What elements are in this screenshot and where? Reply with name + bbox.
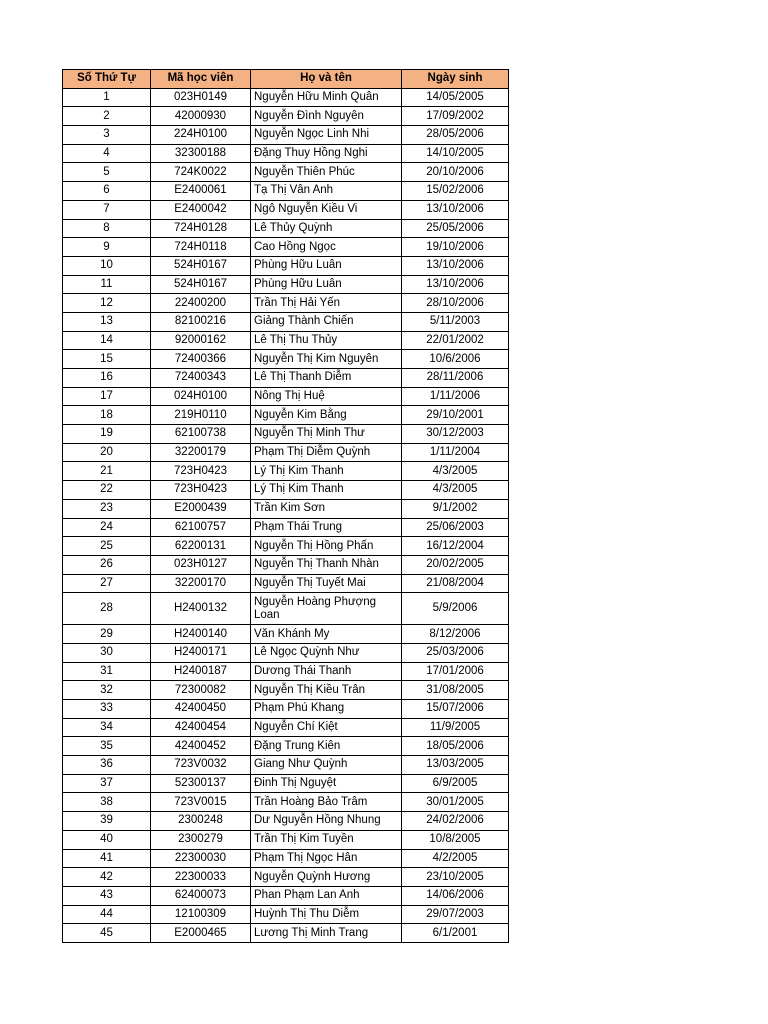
cell-full-name: Phạm Thái Trung bbox=[251, 518, 402, 537]
header-row bbox=[63, 70, 509, 89]
table-row bbox=[63, 294, 509, 313]
cell-index: 10 bbox=[63, 256, 151, 275]
cell-full-name: Tạ Thị Vân Anh bbox=[251, 182, 402, 201]
cell-index: 29 bbox=[63, 625, 151, 644]
cell-student-id: 92000162 bbox=[151, 331, 251, 350]
cell-index: 1 bbox=[63, 88, 151, 107]
cell-full-name: Nguyễn Kim Bằng bbox=[251, 406, 402, 425]
cell-full-name: Huỳnh Thị Thu Diễm bbox=[251, 905, 402, 924]
cell-student-id: 32200179 bbox=[151, 443, 251, 462]
cell-student-id: 42400450 bbox=[151, 700, 251, 719]
table-row bbox=[63, 756, 509, 775]
cell-birth-date: 1/11/2006 bbox=[402, 387, 509, 406]
cell-index: 41 bbox=[63, 849, 151, 868]
cell-full-name: Dư Nguyễn Hồng Nhung bbox=[251, 812, 402, 831]
cell-index: 21 bbox=[63, 462, 151, 481]
cell-full-name: Ngô Nguyễn Kiều Vi bbox=[251, 200, 402, 219]
cell-student-id: 12100309 bbox=[151, 905, 251, 924]
cell-full-name: Lê Ngọc Quỳnh Như bbox=[251, 643, 402, 662]
cell-index: 26 bbox=[63, 555, 151, 574]
cell-index: 40 bbox=[63, 830, 151, 849]
cell-student-id: 724H0118 bbox=[151, 238, 251, 257]
cell-index: 12 bbox=[63, 294, 151, 313]
cell-student-id: 723H0423 bbox=[151, 462, 251, 481]
cell-student-id: 82100216 bbox=[151, 312, 251, 331]
cell-index: 24 bbox=[63, 518, 151, 537]
cell-index: 43 bbox=[63, 886, 151, 905]
cell-student-id: 62100757 bbox=[151, 518, 251, 537]
cell-student-id: 724K0022 bbox=[151, 163, 251, 182]
table-row bbox=[63, 275, 509, 294]
cell-full-name: Đặng Trung Kiên bbox=[251, 737, 402, 756]
cell-birth-date: 17/01/2006 bbox=[402, 662, 509, 681]
column-header-full-name: Họ và tên bbox=[251, 70, 402, 89]
cell-full-name: Nguyễn Thị Thanh Nhàn bbox=[251, 555, 402, 574]
cell-full-name: Phạm Phú Khang bbox=[251, 700, 402, 719]
cell-full-name: Nguyễn Thị Tuyết Mai bbox=[251, 574, 402, 593]
cell-index: 45 bbox=[63, 924, 151, 943]
cell-birth-date: 20/02/2005 bbox=[402, 555, 509, 574]
cell-birth-date: 9/1/2002 bbox=[402, 499, 509, 518]
cell-birth-date: 4/2/2005 bbox=[402, 849, 509, 868]
cell-birth-date: 22/01/2002 bbox=[402, 331, 509, 350]
table-row bbox=[63, 238, 509, 257]
cell-birth-date: 5/9/2006 bbox=[402, 593, 509, 625]
table-row bbox=[63, 830, 509, 849]
cell-index: 3 bbox=[63, 126, 151, 145]
cell-student-id: 023H0149 bbox=[151, 88, 251, 107]
cell-student-id: 724H0128 bbox=[151, 219, 251, 238]
table-row bbox=[63, 126, 509, 145]
cell-full-name: Lý Thị Kim Thanh bbox=[251, 481, 402, 500]
cell-birth-date: 13/10/2006 bbox=[402, 275, 509, 294]
cell-birth-date: 29/10/2001 bbox=[402, 406, 509, 425]
table-row bbox=[63, 643, 509, 662]
cell-full-name: Trần Kim Sơn bbox=[251, 499, 402, 518]
table-row bbox=[63, 662, 509, 681]
cell-student-id: 024H0100 bbox=[151, 387, 251, 406]
cell-birth-date: 15/07/2006 bbox=[402, 700, 509, 719]
cell-full-name: Giang Như Quỳnh bbox=[251, 756, 402, 775]
table-row bbox=[63, 88, 509, 107]
table-row bbox=[63, 574, 509, 593]
table-row bbox=[63, 462, 509, 481]
cell-index: 6 bbox=[63, 182, 151, 201]
cell-birth-date: 10/8/2005 bbox=[402, 830, 509, 849]
cell-birth-date: 28/05/2006 bbox=[402, 126, 509, 145]
table-row bbox=[63, 718, 509, 737]
cell-student-id: 42400452 bbox=[151, 737, 251, 756]
cell-birth-date: 30/12/2003 bbox=[402, 425, 509, 444]
cell-index: 18 bbox=[63, 406, 151, 425]
table-row bbox=[63, 219, 509, 238]
cell-index: 44 bbox=[63, 905, 151, 924]
cell-student-id: 023H0127 bbox=[151, 555, 251, 574]
table-row bbox=[63, 443, 509, 462]
cell-full-name: Nguyễn Thị Kim Nguyên bbox=[251, 350, 402, 369]
cell-student-id: 22300030 bbox=[151, 849, 251, 868]
cell-student-id: E2000439 bbox=[151, 499, 251, 518]
cell-student-id: E2400042 bbox=[151, 200, 251, 219]
cell-birth-date: 11/9/2005 bbox=[402, 718, 509, 737]
cell-full-name: Dương Thái Thanh bbox=[251, 662, 402, 681]
cell-student-id: E2400061 bbox=[151, 182, 251, 201]
table-row bbox=[63, 924, 509, 943]
cell-birth-date: 30/01/2005 bbox=[402, 793, 509, 812]
table-row bbox=[63, 555, 509, 574]
cell-index: 30 bbox=[63, 643, 151, 662]
table-row bbox=[63, 331, 509, 350]
table-row bbox=[63, 812, 509, 831]
cell-full-name: Cao Hồng Ngọc bbox=[251, 238, 402, 257]
cell-index: 36 bbox=[63, 756, 151, 775]
table-row bbox=[63, 144, 509, 163]
cell-index: 19 bbox=[63, 425, 151, 444]
cell-student-id: 42400454 bbox=[151, 718, 251, 737]
cell-full-name: Trần Hoàng Bảo Trâm bbox=[251, 793, 402, 812]
cell-birth-date: 8/12/2006 bbox=[402, 625, 509, 644]
cell-student-id: 72400343 bbox=[151, 369, 251, 388]
cell-full-name: Nguyễn Hoàng Phượng Loan bbox=[251, 593, 402, 625]
table-row bbox=[63, 681, 509, 700]
cell-birth-date: 1/11/2004 bbox=[402, 443, 509, 462]
cell-full-name: Lương Thị Minh Trang bbox=[251, 924, 402, 943]
cell-full-name: Phạm Thị Ngọc Hân bbox=[251, 849, 402, 868]
cell-full-name: Phạm Thị Diễm Quỳnh bbox=[251, 443, 402, 462]
column-header-index: Số Thứ Tự bbox=[63, 70, 151, 89]
cell-full-name: Nguyễn Quỳnh Hương bbox=[251, 868, 402, 887]
cell-index: 27 bbox=[63, 574, 151, 593]
cell-student-id: H2400187 bbox=[151, 662, 251, 681]
cell-birth-date: 21/08/2004 bbox=[402, 574, 509, 593]
cell-student-id: 22300033 bbox=[151, 868, 251, 887]
table-row bbox=[63, 537, 509, 556]
cell-student-id: 524H0167 bbox=[151, 256, 251, 275]
cell-index: 20 bbox=[63, 443, 151, 462]
cell-index: 38 bbox=[63, 793, 151, 812]
cell-index: 9 bbox=[63, 238, 151, 257]
table-row bbox=[63, 700, 509, 719]
table-row bbox=[63, 369, 509, 388]
cell-student-id: 42000930 bbox=[151, 107, 251, 126]
cell-index: 15 bbox=[63, 350, 151, 369]
cell-full-name: Nguyễn Thị Hồng Phấn bbox=[251, 537, 402, 556]
cell-index: 4 bbox=[63, 144, 151, 163]
cell-index: 31 bbox=[63, 662, 151, 681]
cell-index: 14 bbox=[63, 331, 151, 350]
cell-index: 34 bbox=[63, 718, 151, 737]
cell-full-name: Phan Phạm Lan Anh bbox=[251, 886, 402, 905]
cell-full-name: Nguyễn Chí Kiệt bbox=[251, 718, 402, 737]
cell-student-id: H2400132 bbox=[151, 593, 251, 625]
cell-full-name: Nguyễn Thiên Phúc bbox=[251, 163, 402, 182]
cell-full-name: Phùng Hữu Luân bbox=[251, 275, 402, 294]
cell-birth-date: 29/07/2003 bbox=[402, 905, 509, 924]
cell-student-id: 62100738 bbox=[151, 425, 251, 444]
cell-birth-date: 24/02/2006 bbox=[402, 812, 509, 831]
cell-birth-date: 6/1/2001 bbox=[402, 924, 509, 943]
cell-birth-date: 18/05/2006 bbox=[402, 737, 509, 756]
cell-birth-date: 23/10/2005 bbox=[402, 868, 509, 887]
cell-full-name: Giảng Thành Chiến bbox=[251, 312, 402, 331]
cell-index: 8 bbox=[63, 219, 151, 238]
table-row bbox=[63, 737, 509, 756]
table-row bbox=[63, 182, 509, 201]
table-row bbox=[63, 499, 509, 518]
cell-index: 35 bbox=[63, 737, 151, 756]
cell-index: 22 bbox=[63, 481, 151, 500]
cell-student-id: 32200170 bbox=[151, 574, 251, 593]
cell-birth-date: 4/3/2005 bbox=[402, 462, 509, 481]
table-row bbox=[63, 774, 509, 793]
cell-index: 39 bbox=[63, 812, 151, 831]
cell-birth-date: 31/08/2005 bbox=[402, 681, 509, 700]
cell-birth-date: 28/10/2006 bbox=[402, 294, 509, 313]
cell-index: 37 bbox=[63, 774, 151, 793]
cell-index: 33 bbox=[63, 700, 151, 719]
cell-birth-date: 17/09/2002 bbox=[402, 107, 509, 126]
cell-full-name: Nông Thị Huệ bbox=[251, 387, 402, 406]
cell-birth-date: 25/05/2006 bbox=[402, 219, 509, 238]
cell-birth-date: 10/6/2006 bbox=[402, 350, 509, 369]
cell-index: 32 bbox=[63, 681, 151, 700]
cell-birth-date: 19/10/2006 bbox=[402, 238, 509, 257]
cell-birth-date: 14/10/2005 bbox=[402, 144, 509, 163]
cell-student-id: 32300188 bbox=[151, 144, 251, 163]
cell-index: 25 bbox=[63, 537, 151, 556]
cell-full-name: Lê Thị Thanh Diễm bbox=[251, 369, 402, 388]
cell-student-id: 723H0423 bbox=[151, 481, 251, 500]
cell-student-id: 52300137 bbox=[151, 774, 251, 793]
cell-full-name: Trần Thị Kim Tuyền bbox=[251, 830, 402, 849]
table-row bbox=[63, 163, 509, 182]
cell-birth-date: 13/10/2006 bbox=[402, 256, 509, 275]
table-row bbox=[63, 518, 509, 537]
cell-index: 28 bbox=[63, 593, 151, 625]
cell-index: 5 bbox=[63, 163, 151, 182]
table-row bbox=[63, 107, 509, 126]
cell-student-id: E2000465 bbox=[151, 924, 251, 943]
cell-student-id: 72400366 bbox=[151, 350, 251, 369]
cell-birth-date: 25/03/2006 bbox=[402, 643, 509, 662]
cell-student-id: 219H0110 bbox=[151, 406, 251, 425]
cell-birth-date: 25/06/2003 bbox=[402, 518, 509, 537]
cell-student-id: 524H0167 bbox=[151, 275, 251, 294]
cell-birth-date: 15/02/2006 bbox=[402, 182, 509, 201]
cell-full-name: Văn Khánh My bbox=[251, 625, 402, 644]
cell-full-name: Nguyễn Thị Minh Thư bbox=[251, 425, 402, 444]
cell-full-name: Lê Thị Thu Thủy bbox=[251, 331, 402, 350]
table-row bbox=[63, 406, 509, 425]
cell-full-name: Nguyễn Ngọc Linh Nhi bbox=[251, 126, 402, 145]
table-row bbox=[63, 256, 509, 275]
cell-birth-date: 4/3/2005 bbox=[402, 481, 509, 500]
column-header-student-id: Mã học viên bbox=[151, 70, 251, 89]
cell-student-id: 62400073 bbox=[151, 886, 251, 905]
cell-student-id: 22400200 bbox=[151, 294, 251, 313]
cell-birth-date: 20/10/2006 bbox=[402, 163, 509, 182]
cell-index: 23 bbox=[63, 499, 151, 518]
cell-index: 11 bbox=[63, 275, 151, 294]
cell-birth-date: 6/9/2005 bbox=[402, 774, 509, 793]
cell-birth-date: 13/10/2006 bbox=[402, 200, 509, 219]
cell-student-id: 2300248 bbox=[151, 812, 251, 831]
cell-full-name: Phùng Hữu Luân bbox=[251, 256, 402, 275]
cell-index: 7 bbox=[63, 200, 151, 219]
cell-index: 13 bbox=[63, 312, 151, 331]
table-row bbox=[63, 868, 509, 887]
table-row bbox=[63, 793, 509, 812]
cell-full-name: Đinh Thị Nguyệt bbox=[251, 774, 402, 793]
cell-index: 16 bbox=[63, 369, 151, 388]
table-row bbox=[63, 625, 509, 644]
student-table bbox=[62, 69, 509, 943]
table-row bbox=[63, 312, 509, 331]
cell-full-name: Trần Thị Hải Yến bbox=[251, 294, 402, 313]
cell-index: 17 bbox=[63, 387, 151, 406]
cell-student-id: H2400140 bbox=[151, 625, 251, 644]
cell-student-id: H2400171 bbox=[151, 643, 251, 662]
cell-birth-date: 13/03/2005 bbox=[402, 756, 509, 775]
cell-full-name: Lê Thủy Quỳnh bbox=[251, 219, 402, 238]
table-row bbox=[63, 849, 509, 868]
cell-student-id: 2300279 bbox=[151, 830, 251, 849]
cell-birth-date: 5/11/2003 bbox=[402, 312, 509, 331]
cell-student-id: 72300082 bbox=[151, 681, 251, 700]
cell-student-id: 62200131 bbox=[151, 537, 251, 556]
cell-full-name: Nguyễn Thị Kiều Trân bbox=[251, 681, 402, 700]
cell-index: 42 bbox=[63, 868, 151, 887]
cell-full-name: Lý Thị Kim Thanh bbox=[251, 462, 402, 481]
table-row bbox=[63, 387, 509, 406]
table-row bbox=[63, 593, 509, 625]
cell-student-id: 224H0100 bbox=[151, 126, 251, 145]
cell-birth-date: 16/12/2004 bbox=[402, 537, 509, 556]
table-row bbox=[63, 886, 509, 905]
table-row bbox=[63, 200, 509, 219]
cell-full-name: Nguyễn Hữu Minh Quân bbox=[251, 88, 402, 107]
table-row bbox=[63, 350, 509, 369]
cell-full-name: Nguyễn Đình Nguyên bbox=[251, 107, 402, 126]
cell-birth-date: 14/06/2006 bbox=[402, 886, 509, 905]
column-header-birth-date: Ngày sinh bbox=[402, 70, 509, 89]
cell-index: 2 bbox=[63, 107, 151, 126]
cell-student-id: 723V0032 bbox=[151, 756, 251, 775]
cell-student-id: 723V0015 bbox=[151, 793, 251, 812]
cell-birth-date: 14/05/2005 bbox=[402, 88, 509, 107]
table-row bbox=[63, 481, 509, 500]
table-row bbox=[63, 425, 509, 444]
cell-birth-date: 28/11/2006 bbox=[402, 369, 509, 388]
cell-full-name: Đặng Thuy Hồng Nghi bbox=[251, 144, 402, 163]
table-row bbox=[63, 905, 509, 924]
